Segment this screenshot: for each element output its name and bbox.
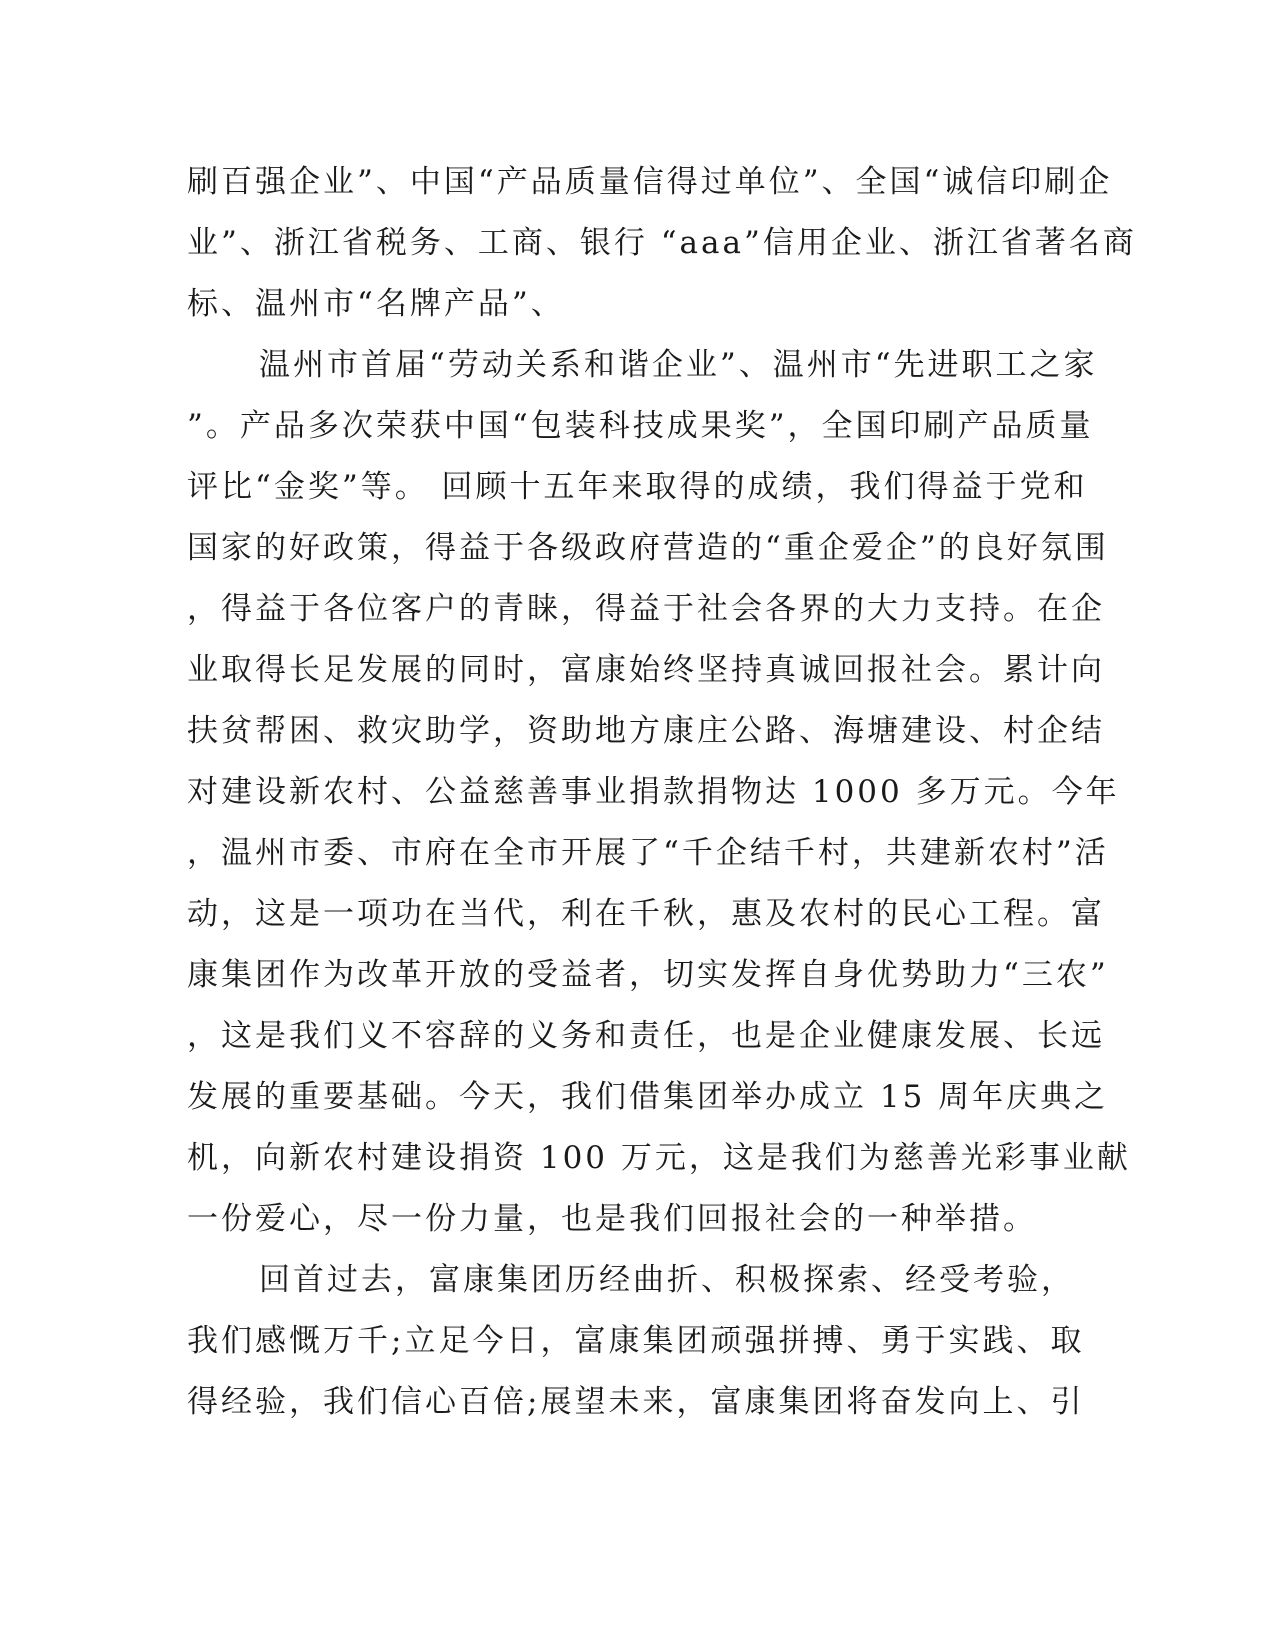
text-line: ，得益于各位客户的青睐，得益于社会各界的大力支持。在企 — [187, 591, 1105, 627]
paragraph-start-line: 回首过去，富康集团历经曲折、积极探索、经受考验， — [259, 1262, 1075, 1298]
text-line: 评比“金奖”等。 回顾十五年来取得的成绩，我们得益于党和 — [187, 469, 1088, 505]
text-line: 国家的好政策，得益于各级政府营造的“重企爱企”的良好氛围 — [187, 530, 1109, 566]
text-line: 标、温州市“名牌产品”、 — [187, 286, 565, 322]
text-line: 业取得长足发展的同时，富康始终坚持真诚回报社会。累计向 — [187, 652, 1105, 688]
text-line: 刷百强企业”、中国“产品质量信得过单位”、全国“诚信印刷企 — [187, 164, 1113, 200]
text-line: ”。产品多次荣获中国“包装科技成果奖”，全国印刷产品质量 — [187, 408, 1094, 444]
text-line: 我们感慨万千;立足今日，富康集团顽强拼搏、勇于实践、取 — [187, 1323, 1085, 1359]
text-line: ，这是我们义不容辞的义务和责任，也是企业健康发展、长远 — [187, 1018, 1105, 1054]
text-line: 康集团作为改革开放的受益者，切实发挥自身优势助力“三农” — [187, 957, 1109, 993]
text-line: ，温州市委、市府在全市开展了“千企结千村，共建新农村”活 — [187, 835, 1109, 871]
text-line: 得经验，我们信心百倍;展望未来，富康集团将奋发向上、引 — [187, 1384, 1085, 1420]
text-line: 对建设新农村、公益慈善事业捐款捐物达 1000 多万元。今年 — [187, 774, 1120, 810]
text-line: 扶贫帮困、救灾助学，资助地方康庄公路、海塘建设、村企结 — [187, 713, 1105, 749]
text-line: 机，向新农村建设捐资 100 万元，这是我们为慈善光彩事业献 — [187, 1140, 1131, 1176]
paragraph-start-line: 温州市首届“劳动关系和谐企业”、温州市“先进职工之家 — [259, 347, 1098, 383]
document-body — [187, 152, 1137, 1433]
text-line: 业”、浙江省税务、工商、银行 “aaa”信用企业、浙江省著名商 — [187, 225, 1137, 261]
text-line: 动，这是一项功在当代，利在千秋，惠及农村的民心工程。富 — [187, 896, 1105, 932]
text-line: 一份爱心，尽一份力量，也是我们回报社会的一种举措。 — [187, 1201, 1037, 1237]
text-line: 发展的重要基础。今天，我们借集团举办成立 15 周年庆典之 — [187, 1079, 1109, 1115]
